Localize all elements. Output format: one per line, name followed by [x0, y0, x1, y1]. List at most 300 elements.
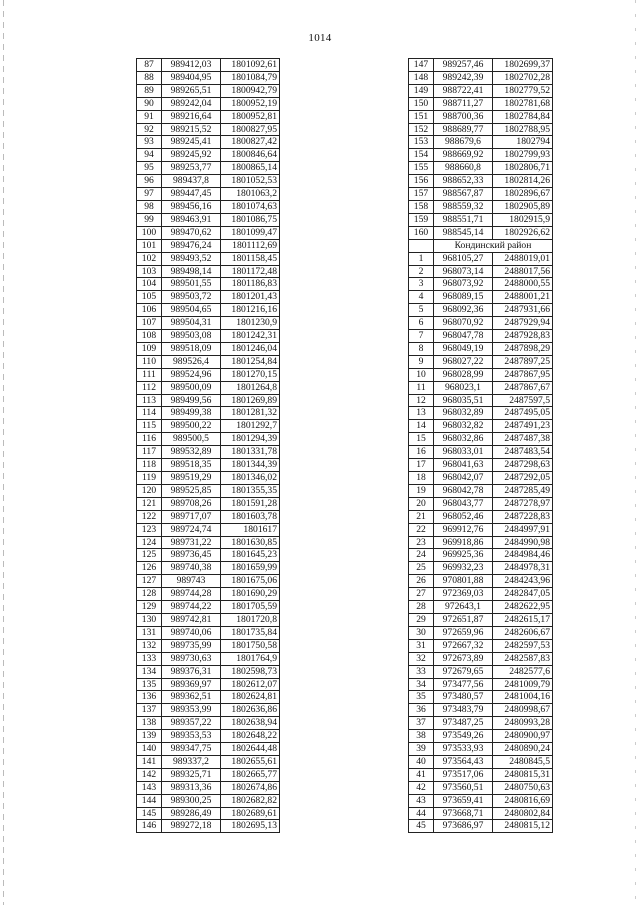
- table-row: [409, 71, 553, 84]
- point-number-cell: 92: [137, 123, 162, 136]
- point-number-cell: 39: [409, 743, 434, 756]
- coord-x-cell: 968035,51: [434, 394, 493, 407]
- table-row: [137, 730, 280, 743]
- coord-y-cell: 1802648,22: [221, 730, 280, 743]
- table-row: [409, 768, 553, 781]
- coord-x-cell: 989498,14: [162, 265, 221, 278]
- coord-x-cell: 989736,45: [162, 549, 221, 562]
- coord-y-cell: 1801617: [221, 523, 280, 536]
- coord-x-cell: 989245,41: [162, 136, 221, 149]
- point-number-cell: 159: [409, 213, 434, 226]
- table-row: [137, 601, 280, 614]
- coord-y-cell: 2488017,56: [493, 265, 553, 278]
- coord-y-cell: 1800865,14: [221, 162, 280, 175]
- coord-x-cell: 968089,15: [434, 291, 493, 304]
- coord-x-cell: 989337,2: [162, 755, 221, 768]
- coord-x-cell: 989724,74: [162, 523, 221, 536]
- coord-y-cell: 2480816,69: [493, 794, 553, 807]
- coord-x-cell: 989470,62: [162, 226, 221, 239]
- table-row: [137, 162, 280, 175]
- coord-x-cell: 989742,81: [162, 613, 221, 626]
- point-number-cell: 14: [409, 420, 434, 433]
- coord-x-cell: 989456,16: [162, 200, 221, 213]
- point-number-cell: 89: [137, 84, 162, 97]
- table-row: [409, 743, 553, 756]
- point-number-cell: 10: [409, 368, 434, 381]
- table-row: [409, 807, 553, 820]
- point-number-cell: 106: [137, 304, 162, 317]
- coord-y-cell: 2487491,23: [493, 420, 553, 433]
- coord-x-cell: 973480,57: [434, 691, 493, 704]
- coord-y-cell: 1801659,99: [221, 562, 280, 575]
- table-row: [137, 755, 280, 768]
- coord-y-cell: 2484978,31: [493, 562, 553, 575]
- coord-x-cell: 972679,65: [434, 665, 493, 678]
- coord-y-cell: 1801246,04: [221, 342, 280, 355]
- table-row: [137, 536, 280, 549]
- coord-y-cell: 1801344,39: [221, 459, 280, 472]
- point-number-cell: 24: [409, 549, 434, 562]
- table-row: [409, 59, 553, 72]
- coord-y-cell: 2488000,55: [493, 278, 553, 291]
- point-number-cell: 37: [409, 717, 434, 730]
- point-number-cell: 43: [409, 794, 434, 807]
- table-row: [409, 213, 553, 226]
- table-row: [137, 691, 280, 704]
- coord-x-cell: 989740,06: [162, 626, 221, 639]
- coord-y-cell: 1801186,83: [221, 278, 280, 291]
- coord-y-cell: 2487483,54: [493, 446, 553, 459]
- point-number-cell: 90: [137, 97, 162, 110]
- coord-y-cell: 1801269,89: [221, 394, 280, 407]
- point-number-cell: 157: [409, 188, 434, 201]
- coord-x-cell: 989519,29: [162, 472, 221, 485]
- point-number-cell: 2: [409, 265, 434, 278]
- point-number-cell: 158: [409, 200, 434, 213]
- coord-y-cell: 2487928,83: [493, 330, 553, 343]
- table-row: [409, 549, 553, 562]
- coord-y-cell: 2482847,05: [493, 588, 553, 601]
- table-row: [137, 71, 280, 84]
- coord-y-cell: 1801074,63: [221, 200, 280, 213]
- coord-y-cell: 1800952,19: [221, 97, 280, 110]
- point-number-cell: 97: [137, 188, 162, 201]
- coord-y-cell: 1801705,59: [221, 601, 280, 614]
- coord-x-cell: 989253,77: [162, 162, 221, 175]
- coord-x-cell: 989376,31: [162, 665, 221, 678]
- coordinates-table-right: [408, 58, 553, 833]
- coord-x-cell: 989245,92: [162, 149, 221, 162]
- point-number-cell: 20: [409, 497, 434, 510]
- point-number-cell: 103: [137, 265, 162, 278]
- coord-x-cell: 989325,71: [162, 768, 221, 781]
- table-row: [137, 549, 280, 562]
- table-row: [409, 523, 553, 536]
- point-number-cell: 91: [137, 110, 162, 123]
- coord-y-cell: 1801086,75: [221, 213, 280, 226]
- coord-y-cell: 1800827,95: [221, 123, 280, 136]
- table-row: [409, 368, 553, 381]
- point-number-cell: 38: [409, 730, 434, 743]
- table-row: [137, 304, 280, 317]
- point-number-cell: 23: [409, 536, 434, 549]
- coord-x-cell: 989404,95: [162, 71, 221, 84]
- table-row: [137, 665, 280, 678]
- coord-y-cell: 1801242,31: [221, 330, 280, 343]
- coordinates-table-left: [136, 58, 280, 833]
- table-row: [409, 484, 553, 497]
- point-number-cell: 127: [137, 575, 162, 588]
- point-number-cell: 120: [137, 484, 162, 497]
- point-number-cell: 141: [137, 755, 162, 768]
- coord-x-cell: 973477,56: [434, 678, 493, 691]
- table-row: [409, 381, 553, 394]
- table-row: [137, 794, 280, 807]
- point-number-cell: 41: [409, 768, 434, 781]
- coord-y-cell: 2487931,66: [493, 304, 553, 317]
- coord-x-cell: 968047,78: [434, 330, 493, 343]
- table-row: [409, 433, 553, 446]
- coord-x-cell: 988551,71: [434, 213, 493, 226]
- coord-y-cell: 1802644,48: [221, 743, 280, 756]
- coord-x-cell: 973517,06: [434, 768, 493, 781]
- table-row: [137, 213, 280, 226]
- table-row: [409, 123, 553, 136]
- coord-y-cell: 2487898,29: [493, 342, 553, 355]
- coord-y-cell: 2481009,79: [493, 678, 553, 691]
- point-number-cell: 121: [137, 497, 162, 510]
- coord-x-cell: 989499,38: [162, 407, 221, 420]
- coord-x-cell: 989257,46: [434, 59, 493, 72]
- coord-y-cell: 2487867,95: [493, 368, 553, 381]
- point-number-cell: 132: [137, 639, 162, 652]
- coord-x-cell: 989525,85: [162, 484, 221, 497]
- point-number-cell: 16: [409, 446, 434, 459]
- coord-x-cell: 989500,09: [162, 381, 221, 394]
- coord-y-cell: 2482587,83: [493, 652, 553, 665]
- point-number-cell: 28: [409, 601, 434, 614]
- coord-y-cell: 1801112,69: [221, 239, 280, 252]
- point-number-cell: 100: [137, 226, 162, 239]
- table-row: [137, 575, 280, 588]
- point-number-cell: 151: [409, 110, 434, 123]
- coord-y-cell: 1802624,81: [221, 691, 280, 704]
- table-row: [409, 162, 553, 175]
- coord-x-cell: 989476,24: [162, 239, 221, 252]
- coord-y-cell: 2482597,53: [493, 639, 553, 652]
- coord-x-cell: 989499,56: [162, 394, 221, 407]
- coord-y-cell: 1802674,86: [221, 781, 280, 794]
- coord-x-cell: 989731,22: [162, 536, 221, 549]
- coordinates-table-left-body: [137, 59, 280, 833]
- table-row: [137, 84, 280, 97]
- coord-x-cell: 989362,51: [162, 691, 221, 704]
- table-row: [409, 678, 553, 691]
- table-row: [137, 278, 280, 291]
- coord-y-cell: 1802638,94: [221, 717, 280, 730]
- coord-y-cell: 2480845,5: [493, 755, 553, 768]
- point-number-cell: 11: [409, 381, 434, 394]
- coord-x-cell: 989518,09: [162, 342, 221, 355]
- table-row: [137, 200, 280, 213]
- coord-y-cell: 1802702,28: [493, 71, 553, 84]
- coord-y-cell: 2487487,38: [493, 433, 553, 446]
- coord-y-cell: 1800827,42: [221, 136, 280, 149]
- table-row: [409, 691, 553, 704]
- table-row: [409, 510, 553, 523]
- table-row: [409, 342, 553, 355]
- coord-x-cell: 989272,18: [162, 820, 221, 833]
- point-number-cell: 102: [137, 252, 162, 265]
- coord-x-cell: 989412,03: [162, 59, 221, 72]
- point-number-cell: 22: [409, 523, 434, 536]
- coord-y-cell: 1801690,29: [221, 588, 280, 601]
- table-row: [409, 200, 553, 213]
- table-row: [409, 626, 553, 639]
- coord-x-cell: 968041,63: [434, 459, 493, 472]
- coord-x-cell: 989504,65: [162, 304, 221, 317]
- coord-x-cell: 968032,86: [434, 433, 493, 446]
- point-number-cell: 130: [137, 613, 162, 626]
- coord-y-cell: 1801158,45: [221, 252, 280, 265]
- table-row: [409, 472, 553, 485]
- point-number-cell: 143: [137, 781, 162, 794]
- coord-y-cell: 1801063,2: [221, 188, 280, 201]
- point-number-cell: 4: [409, 291, 434, 304]
- table-row: [137, 110, 280, 123]
- coord-x-cell: 972643,1: [434, 601, 493, 614]
- coord-y-cell: 1801645,23: [221, 549, 280, 562]
- coord-x-cell: 968028,99: [434, 368, 493, 381]
- point-number-cell: 136: [137, 691, 162, 704]
- coord-y-cell: 1801264,8: [221, 381, 280, 394]
- coord-x-cell: 968073,14: [434, 265, 493, 278]
- point-number-cell: 116: [137, 433, 162, 446]
- coord-y-cell: 1802788,95: [493, 123, 553, 136]
- coord-y-cell: 2484243,96: [493, 575, 553, 588]
- point-number-cell: 32: [409, 652, 434, 665]
- coord-x-cell: 988567,87: [434, 188, 493, 201]
- table-row: [137, 355, 280, 368]
- coord-x-cell: 989347,75: [162, 743, 221, 756]
- coord-y-cell: 2482606,67: [493, 626, 553, 639]
- point-number-cell: 110: [137, 355, 162, 368]
- table-row: [409, 110, 553, 123]
- coord-x-cell: 968049,19: [434, 342, 493, 355]
- point-number-cell: 98: [137, 200, 162, 213]
- table-row: [409, 291, 553, 304]
- point-number-cell: 13: [409, 407, 434, 420]
- table-row: [137, 523, 280, 536]
- table-row: [409, 304, 553, 317]
- coord-x-cell: 988545,14: [434, 226, 493, 239]
- point-number-cell: 133: [137, 652, 162, 665]
- table-row: [409, 613, 553, 626]
- point-number-cell: 118: [137, 459, 162, 472]
- point-number-cell: 9: [409, 355, 434, 368]
- point-number-cell: 31: [409, 639, 434, 652]
- table-row: [137, 291, 280, 304]
- point-number-cell: 21: [409, 510, 434, 523]
- point-number-cell: 126: [137, 562, 162, 575]
- coord-x-cell: 988722,41: [434, 84, 493, 97]
- coord-y-cell: 2484990,98: [493, 536, 553, 549]
- point-number-cell: 40: [409, 755, 434, 768]
- coord-y-cell: 1801675,06: [221, 575, 280, 588]
- coord-x-cell: 989313,36: [162, 781, 221, 794]
- coord-x-cell: 972651,87: [434, 613, 493, 626]
- coord-y-cell: 2480900,97: [493, 730, 553, 743]
- point-number-cell: 7: [409, 330, 434, 343]
- coord-x-cell: 968073,92: [434, 278, 493, 291]
- table-row: [137, 59, 280, 72]
- table-row: [409, 394, 553, 407]
- coord-x-cell: 989437,8: [162, 175, 221, 188]
- table-row: [137, 510, 280, 523]
- coord-x-cell: 989357,22: [162, 717, 221, 730]
- point-number-cell: 111: [137, 368, 162, 381]
- point-number-cell: 5: [409, 304, 434, 317]
- coord-x-cell: 988689,77: [434, 123, 493, 136]
- table-row: [409, 755, 553, 768]
- coord-y-cell: 1801735,84: [221, 626, 280, 639]
- coord-x-cell: 988660,8: [434, 162, 493, 175]
- coord-x-cell: 989463,91: [162, 213, 221, 226]
- point-number-cell: 94: [137, 149, 162, 162]
- table-row: [409, 794, 553, 807]
- coord-x-cell: 989524,96: [162, 368, 221, 381]
- coord-y-cell: 2481004,16: [493, 691, 553, 704]
- coordinates-table-right-top-body: [409, 59, 553, 240]
- table-row: [137, 394, 280, 407]
- coord-y-cell: 2480815,31: [493, 768, 553, 781]
- point-number-cell: 105: [137, 291, 162, 304]
- table-row: [409, 330, 553, 343]
- coord-y-cell: 1800952,81: [221, 110, 280, 123]
- point-number-cell: 93: [137, 136, 162, 149]
- table-row: [409, 446, 553, 459]
- coord-x-cell: 989500,22: [162, 420, 221, 433]
- coord-x-cell: 989265,51: [162, 84, 221, 97]
- table-row: [409, 149, 553, 162]
- coord-x-cell: 968042,07: [434, 472, 493, 485]
- coord-x-cell: 973560,51: [434, 781, 493, 794]
- table-row: [137, 188, 280, 201]
- point-number-cell: 150: [409, 97, 434, 110]
- coord-y-cell: 2487298,63: [493, 459, 553, 472]
- coord-y-cell: 1801254,84: [221, 355, 280, 368]
- point-number-cell: 101: [137, 239, 162, 252]
- coord-y-cell: 2488019,01: [493, 252, 553, 265]
- coord-x-cell: 989730,63: [162, 652, 221, 665]
- coordinates-table-right-bottom-body: [409, 252, 553, 833]
- coord-x-cell: 989447,45: [162, 188, 221, 201]
- coord-x-cell: 989740,38: [162, 562, 221, 575]
- coord-x-cell: 989503,72: [162, 291, 221, 304]
- coord-x-cell: 968023,1: [434, 381, 493, 394]
- table-row: [137, 368, 280, 381]
- table-row: [409, 497, 553, 510]
- coord-x-cell: 989518,35: [162, 459, 221, 472]
- point-number-cell: 15: [409, 433, 434, 446]
- coord-x-cell: 973686,97: [434, 820, 493, 833]
- coord-y-cell: 1801084,79: [221, 71, 280, 84]
- table-row: [137, 265, 280, 278]
- point-number-cell: 123: [137, 523, 162, 536]
- table-row: [137, 226, 280, 239]
- coord-x-cell: 968042,78: [434, 484, 493, 497]
- table-row: [409, 730, 553, 743]
- table-row: [409, 420, 553, 433]
- coord-x-cell: 973533,93: [434, 743, 493, 756]
- point-number-cell: 8: [409, 342, 434, 355]
- point-number-cell: 160: [409, 226, 434, 239]
- table-row: [409, 601, 553, 614]
- coord-x-cell: 989503,08: [162, 330, 221, 343]
- coord-y-cell: 1802682,82: [221, 794, 280, 807]
- coord-y-cell: 2488001,21: [493, 291, 553, 304]
- coord-y-cell: 1802814,26: [493, 175, 553, 188]
- coord-x-cell: 968027,22: [434, 355, 493, 368]
- point-number-cell: 145: [137, 807, 162, 820]
- point-number-cell: 27: [409, 588, 434, 601]
- table-row: [137, 317, 280, 330]
- coord-x-cell: 970801,88: [434, 575, 493, 588]
- coord-y-cell: 1802799,93: [493, 149, 553, 162]
- point-number-cell: 124: [137, 536, 162, 549]
- table-row: [137, 433, 280, 446]
- coord-y-cell: 1801099,47: [221, 226, 280, 239]
- table-row: [409, 136, 553, 149]
- coord-y-cell: 2480890,24: [493, 743, 553, 756]
- coord-y-cell: 1801764,9: [221, 652, 280, 665]
- point-number-cell: 134: [137, 665, 162, 678]
- table-row: [137, 239, 280, 252]
- coord-y-cell: 2487278,97: [493, 497, 553, 510]
- table-row: [137, 497, 280, 510]
- coord-y-cell: 2480998,67: [493, 704, 553, 717]
- coord-y-cell: 2484997,91: [493, 523, 553, 536]
- point-number-cell: 45: [409, 820, 434, 833]
- table-row: [409, 252, 553, 265]
- coord-y-cell: 1801750,58: [221, 639, 280, 652]
- coord-x-cell: 969932,23: [434, 562, 493, 575]
- coord-y-cell: 1801630,85: [221, 536, 280, 549]
- coord-y-cell: 1800846,64: [221, 149, 280, 162]
- point-number-cell: 99: [137, 213, 162, 226]
- coord-y-cell: 1802806,71: [493, 162, 553, 175]
- table-row: [137, 149, 280, 162]
- point-number-cell: 35: [409, 691, 434, 704]
- coord-y-cell: 1802699,37: [493, 59, 553, 72]
- point-number-cell: 140: [137, 743, 162, 756]
- point-number-cell: 113: [137, 394, 162, 407]
- point-number-cell: 26: [409, 575, 434, 588]
- coord-x-cell: 989532,89: [162, 446, 221, 459]
- section-header-row: [409, 239, 553, 252]
- table-row: [137, 678, 280, 691]
- coord-x-cell: 972659,96: [434, 626, 493, 639]
- coord-x-cell: 973483,79: [434, 704, 493, 717]
- point-number-cell: 33: [409, 665, 434, 678]
- point-number-cell: 117: [137, 446, 162, 459]
- point-number-cell: 131: [137, 626, 162, 639]
- coord-x-cell: 968105,27: [434, 252, 493, 265]
- table-row: [137, 175, 280, 188]
- table-row: [137, 459, 280, 472]
- table-row: [409, 459, 553, 472]
- scan-left-edge: [3, 0, 4, 905]
